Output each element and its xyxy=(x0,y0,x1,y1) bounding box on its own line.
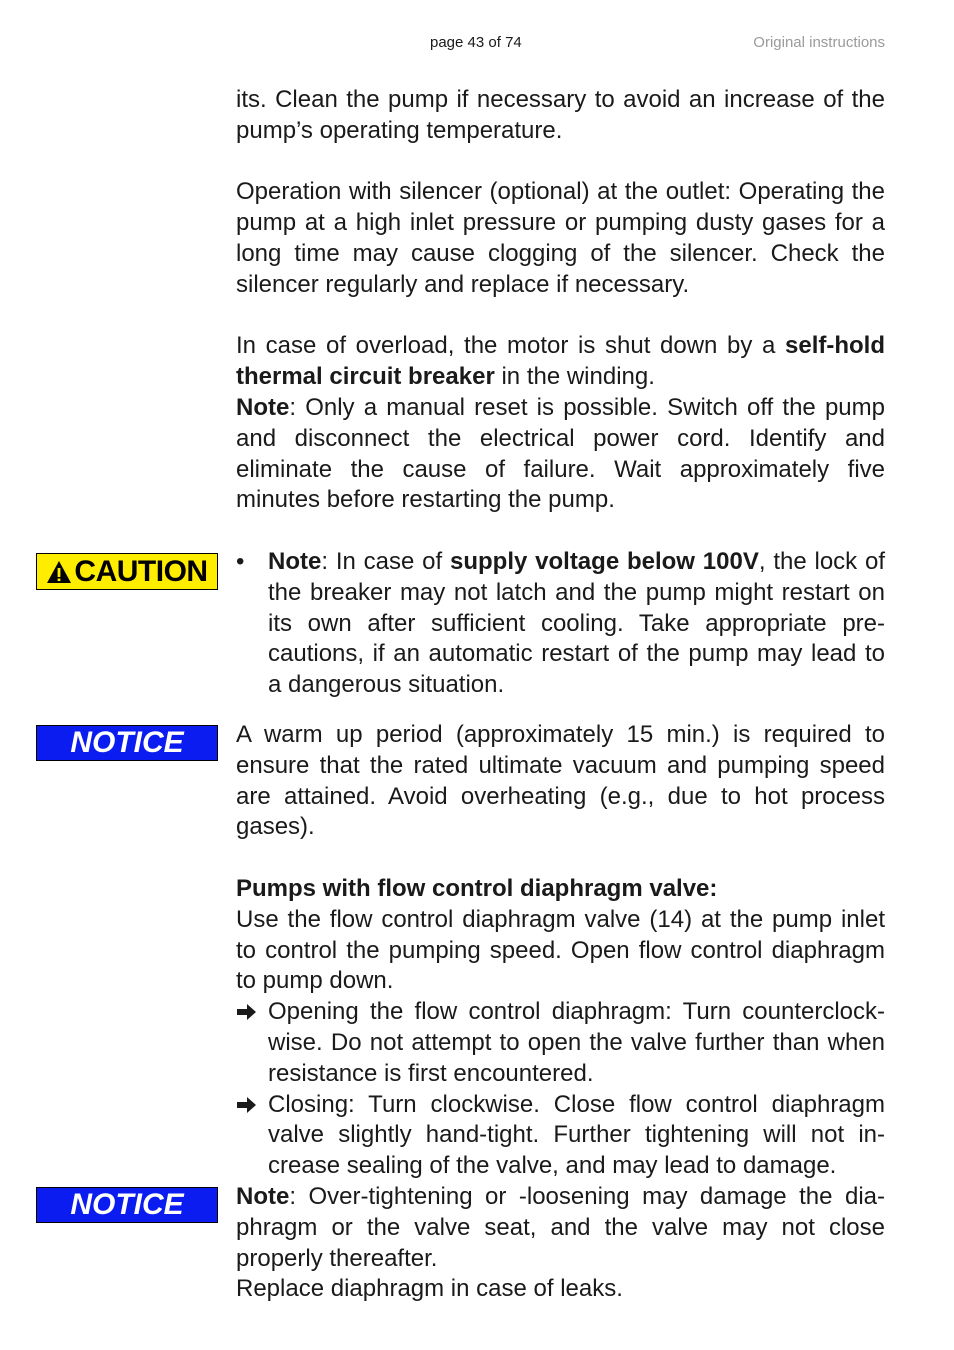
bullet-icon: • xyxy=(236,548,245,575)
tightening-note-text: : Over-tightening or -loosening may damage the dia-phragm or the valve seat, and the valve may not close properly thereafter. xyxy=(236,1182,885,1272)
caution-note-label: Note xyxy=(268,548,322,575)
step-opening-text: Opening the flow control diaphragm: Turn counterclock-wise. Do not attempt to open the valve further than when resistance is first encountered. xyxy=(268,998,885,1087)
page-number: page 43 of 74 xyxy=(430,34,522,51)
note-label: Note xyxy=(236,393,290,421)
paragraph-reset-note xyxy=(236,393,885,516)
voltage-term: supply voltage below 100V xyxy=(449,548,759,575)
caution-item xyxy=(236,547,885,701)
step-closing-text: Closing: Turn clockwise. Close flow control diaphragm valve slightly hand-tight. Further tightening will not in-crease sealing of the valve, and may lead to damage. xyxy=(268,1090,885,1180)
paragraph-flow-valve: Use the flow control diaphragm valve (14) at the pump inlet to control the pumping speed. Open flow control diaphragm to pump down. xyxy=(236,905,885,995)
paragraph-silencer: Operation with silencer (optional) at the outlet: Operating the pump at a high inlet pressure or pumping dusty gases for a long time may cause clogging of the silencer. Check the silencer regularly and replace if necessary. xyxy=(236,178,885,298)
section-heading xyxy=(236,874,885,905)
step-opening xyxy=(236,997,885,1089)
notice-badge-2 xyxy=(36,1187,218,1223)
body-text-top xyxy=(236,85,885,516)
paragraph-warmup: A warm up period (approximately 15 min.) is required to ensure that the rated ultimate vacuum and pumping speed are attained. Avoid overheating (e.g., due to hot process gases). xyxy=(236,721,885,841)
notice-label: NOTICE xyxy=(70,726,184,759)
notice-badge xyxy=(36,725,218,761)
note-label-2: Note xyxy=(236,1182,290,1210)
paragraph-replace: Replace diaphragm in case of leaks. xyxy=(236,1275,623,1303)
step-closing xyxy=(236,1090,885,1182)
right-arrow-icon xyxy=(236,997,268,1028)
warning-triangle-icon xyxy=(46,560,72,584)
paragraph-cleaning: its. Clean the pump if necessary to avoid an increase of the pump’s operating temperature. xyxy=(236,86,885,144)
paragraph-overload xyxy=(236,331,885,393)
right-arrow-icon xyxy=(236,1090,268,1121)
heading-text: Pumps with flow control diaphragm valve: xyxy=(236,874,718,902)
document-type-label: Original instructions xyxy=(753,34,885,51)
caution-badge xyxy=(36,553,218,590)
bullet-item xyxy=(236,547,885,701)
paragraph-tightening-note xyxy=(236,1182,885,1274)
overload-text-a: In case of overload, the motor is shut down by a xyxy=(236,332,785,360)
caution-text-d: , the lock of the breaker may not latch and the pump might restart on its own after sufficient cooling. Take appropriate pre-cautions, if an automatic restart of the pump may lead to a dangerous situation. xyxy=(268,548,885,699)
overload-text-c: in the winding. xyxy=(494,363,655,391)
caution-label: CAUTION xyxy=(74,554,208,588)
notice-label-2: NOTICE xyxy=(70,1188,184,1221)
reset-note-text: : Only a manual reset is possible. Switch off the pump and disconnect the electrical power cord. Identify and eliminate the cause of failure. Wait approximately five minutes before restarting the pump. xyxy=(236,393,885,514)
thermal-breaker-term: self-hold thermal circuit breaker xyxy=(236,332,885,391)
caution-text-b: : In case of xyxy=(321,548,450,575)
body-text-bottom xyxy=(236,720,885,1305)
